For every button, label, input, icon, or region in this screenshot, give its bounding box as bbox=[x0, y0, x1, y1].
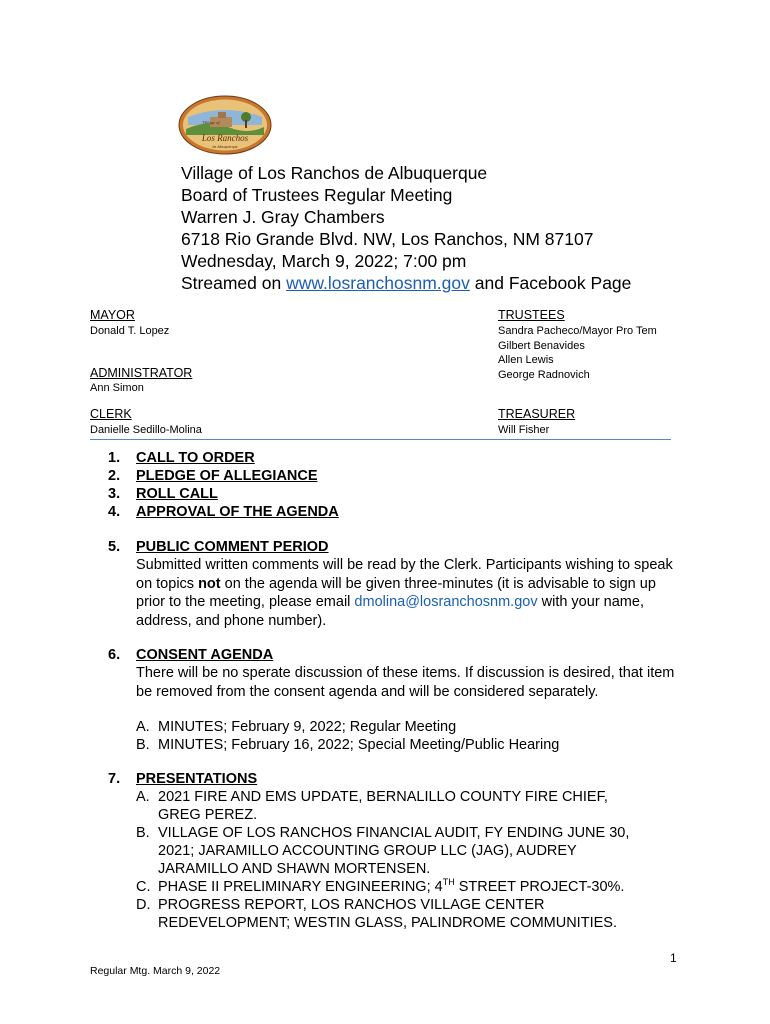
clerk-email-link[interactable]: dmolina@losranchosnm.gov bbox=[354, 594, 538, 610]
administrator-name: Ann Simon bbox=[90, 382, 144, 394]
consent-item-b: B. MINUTES; February 16, 2022; Special Meeting/Public Hearing bbox=[136, 737, 560, 753]
agenda-list-opening bbox=[108, 449, 688, 521]
treasurer-name: Will Fisher bbox=[498, 424, 550, 436]
header-village-name: Village of Los Ranchos de Albuquerque bbox=[181, 163, 488, 183]
clerk-label: CLERK bbox=[90, 407, 132, 421]
trustee-name: George Radnovich bbox=[498, 368, 590, 381]
presentation-d: D. PROGRESS REPORT, LOS RANCHOS VILLAGE CENTER REDEVELOPMENT; WESTIN GLASS, PALINDROME COMMUNITIES. bbox=[136, 897, 617, 931]
meeting-header bbox=[181, 162, 631, 294]
agenda-item-7: 7. PRESENTATIONS A. 2021 FIRE AND EMS UPDATE, BERNALILLO COUNTY FIRE CHIEF, GREG PEREZ. B. VILLAGE OF LOS RANCHOS FINANCIAL AUDIT, FY ENDING JUNE 30, 2021; JARAMILLO ACCOUNTING GROUP LLC (JAG), AUDREY JARAMILLO AND SHAWN MORTENSEN. C. PHASE II PRELIMINARY ENGINEERING; 4TH STREET PROJECT-30%. D. PROGRESS REPORT, LOS RANCHOS VILLAGE CENTER REDEVELOPMENT; WESTIN GLASS, PALINDROME COMMUNITIES. bbox=[108, 770, 688, 932]
agenda-item-2: 2. PLEDGE OF ALLEGIANCE bbox=[108, 468, 318, 484]
administrator-label: ADMINISTRATOR bbox=[90, 366, 193, 380]
svg-text:Los Ranchos: Los Ranchos bbox=[201, 133, 249, 143]
trustees-label: TRUSTEES bbox=[498, 308, 565, 322]
agenda-item-3: 3. ROLL CALL bbox=[108, 486, 218, 502]
header-board-meeting: Board of Trustees Regular Meeting bbox=[181, 185, 453, 205]
presentation-c: C. PHASE II PRELIMINARY ENGINEERING; 4TH STREET PROJECT-30%. bbox=[136, 877, 625, 895]
mayor-name: Donald T. Lopez bbox=[90, 325, 170, 337]
agenda-item-1: 1. CALL TO ORDER bbox=[108, 450, 255, 466]
header-stream-line: Streamed on www.losranchosnm.gov and Facebook Page bbox=[181, 273, 632, 293]
treasurer-label: TREASURER bbox=[498, 407, 576, 421]
header-address: 6718 Rio Grande Blvd. NW, Los Ranchos, NM 87107 bbox=[181, 229, 594, 249]
clerk-name: Danielle Sedillo-Molina bbox=[90, 424, 202, 436]
header-divider bbox=[90, 439, 671, 440]
public-comment-text: Submitted written comments will be read by the Clerk. Participants wishing to speak on topics not on the agenda will be given three-minutes (it is advisable to sign up prior to the meeting, please email dmolina@losranchosnm.gov with your name, address, and phone number). bbox=[136, 557, 673, 629]
consent-agenda-text: There will be no sperate discussion of these items. If discussion is desired, that item be removed from the consent agenda and will be considered separately. bbox=[136, 665, 675, 700]
presentation-a: A. 2021 FIRE AND EMS UPDATE, BERNALILLO COUNTY FIRE CHIEF, GREG PEREZ. bbox=[136, 789, 608, 823]
trustee-name: Allen Lewis bbox=[498, 354, 554, 366]
svg-text:de Albuquerque: de Albuquerque bbox=[212, 145, 238, 149]
svg-text:Village of: Village of bbox=[202, 120, 220, 125]
header-chambers: Warren J. Gray Chambers bbox=[181, 207, 385, 227]
trustee-name: Sandra Pacheco/Mayor Pro Tem bbox=[498, 325, 657, 337]
trustee-name: Gilbert Benavides bbox=[498, 339, 585, 352]
village-logo bbox=[178, 95, 272, 155]
mayor-label: MAYOR bbox=[90, 308, 135, 322]
page-number: 1 bbox=[670, 951, 677, 965]
agenda-item-6: 6. CONSENT AGENDA There will be no sperate discussion of these items. If discussion is desired, that item be removed from the consent agenda and will be considered separately. A. MINUTES; February 9, 2022; Regular Meeting B. MINUTES; February 16, 2022; Special Meeting/Public Hearing bbox=[108, 646, 688, 754]
presentation-b: B. VILLAGE OF LOS RANCHOS FINANCIAL AUDIT, FY ENDING JUNE 30, 2021; JARAMILLO ACCOUNTING GROUP LLC (JAG), AUDREY JARAMILLO AND SHAWN MORTENSEN. bbox=[136, 825, 630, 877]
agenda-item-4: 4. APPROVAL OF THE AGENDA bbox=[108, 504, 339, 520]
trustees-list bbox=[498, 324, 657, 382]
page-footer: Regular Mtg. March 9, 2022 bbox=[90, 965, 221, 977]
consent-item-a: A. MINUTES; February 9, 2022; Regular Meeting bbox=[136, 719, 457, 735]
website-link[interactable]: www.losranchosnm.gov bbox=[286, 273, 470, 293]
agenda-item-5: 5. PUBLIC COMMENT PERIOD Submitted written comments will be read by the Clerk. Participants wishing to speak on topics not on the agenda will be given three-minutes (it is advisable to sign up prior to the meeting, please email dmolina@losranchosnm.gov with your name, address, and phone number). bbox=[108, 538, 688, 630]
header-date-time: Wednesday, March 9, 2022; 7:00 pm bbox=[181, 251, 467, 271]
